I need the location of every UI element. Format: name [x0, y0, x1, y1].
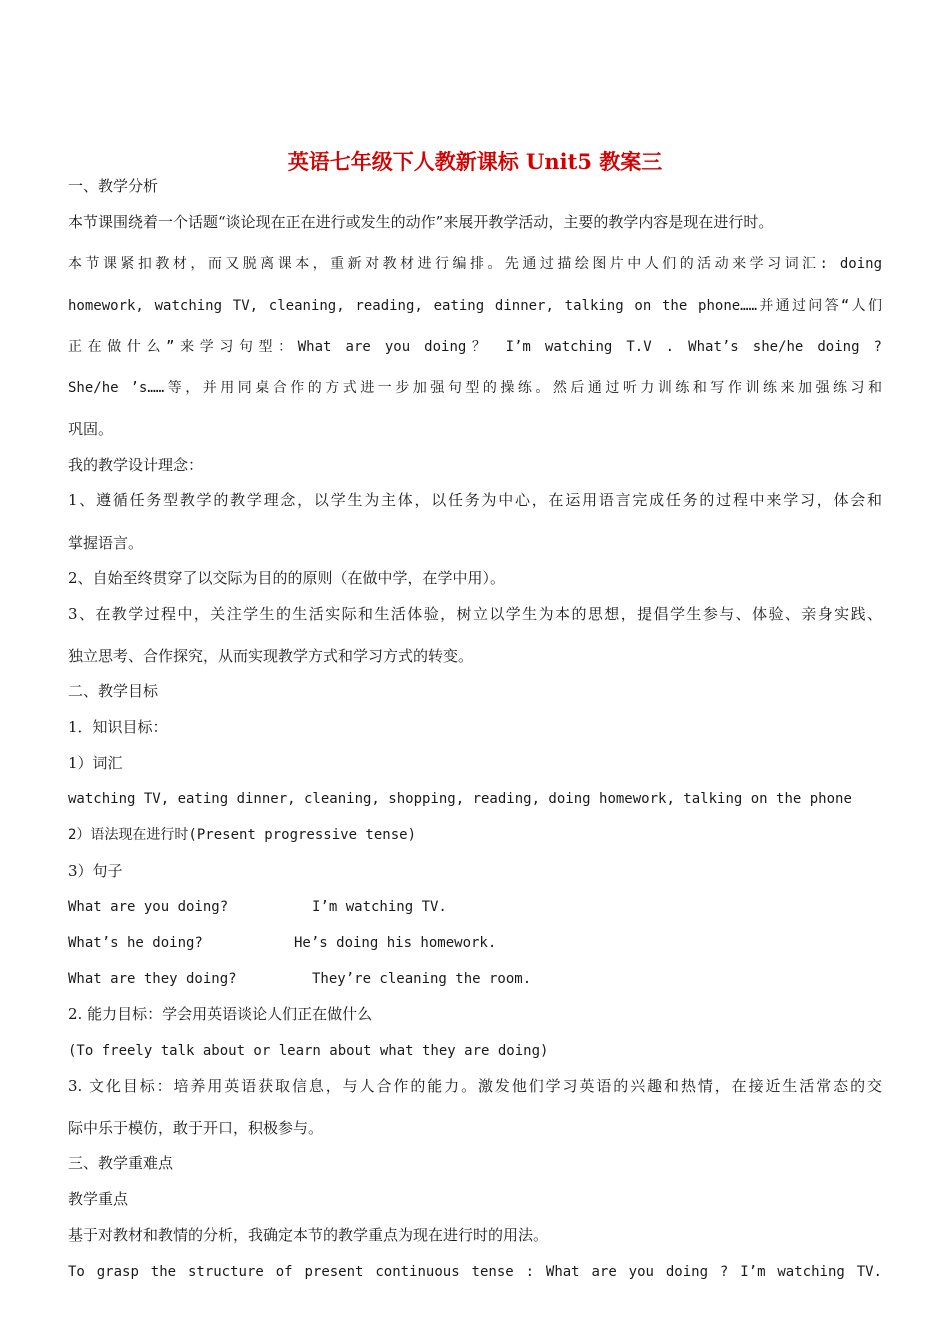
knowledge-heading: 1．知识目标：	[68, 718, 168, 736]
question-text: What are you doing?	[68, 899, 229, 915]
sentence-pair	[68, 897, 447, 917]
paragraph-topic: 本节课围绕着一个话题“谈论现在正在进行或发生的动作”来展开教学活动，主要的教学内容是现在进行时。	[68, 213, 774, 231]
paragraph-line: homework, watching TV, cleaning, reading, eating dinner, talking on the phone……并通过问答“人们	[68, 298, 882, 314]
paragraph-line: 本节课紧扣教材，而又脱离课本，重新对教材进行编排。先通过描绘图片中人们的活动来学习词汇: doing	[68, 256, 882, 272]
answer-text: He’s doing his homework.	[294, 935, 497, 951]
section-heading-objectives: 二、教学目标	[68, 682, 159, 700]
section-heading-key-points: 三、教学重难点	[68, 1154, 174, 1172]
question-text: What’s he doing?	[68, 935, 203, 951]
question-text: What are they doing?	[68, 971, 237, 987]
grammar-item: 2）语法现在进行时(Present progressive tense)	[68, 827, 417, 843]
concept-item-3: 3、在教学过程中，关注学生的生活实际和生活体验，树立以学生为本的思想，提倡学生参与、体验、亲身实践、	[68, 605, 882, 623]
ability-objective-en: (To freely talk about or learn about what they are doing)	[68, 1043, 549, 1059]
concept-item-1-cont: 掌握语言。	[68, 534, 144, 552]
concept-item-1: 1、遵循任务型教学的教学理念，以学生为主体，以任务为中心，在运用语言完成任务的过程中来学习，体会和	[68, 491, 882, 509]
concept-item-3-cont: 独立思考、合作探究，从而实现教学方式和学习方式的转变。	[68, 647, 474, 665]
ability-objective: 2. 能力目标：学会用英语谈论人们正在做什么	[68, 1005, 373, 1023]
vocabulary-list: watching TV, eating dinner, cleaning, shopping, reading, doing homework, talking on the phone	[68, 791, 852, 807]
sentence-pair	[68, 933, 496, 953]
answer-text: They’re cleaning the room.	[312, 971, 532, 987]
answer-text: I’m watching TV.	[312, 899, 447, 915]
paragraph-line: She/he ’s……等，并用同桌合作的方式进一步加强句型的操练。然后通过听力训练和写作训练来加强练习和	[68, 380, 882, 396]
paragraph-line: 正在做什么”来学习句型：What are you doing？ I’m watching T.V . What’s she/he doing ?	[68, 339, 882, 355]
document-title: 英语七年级下人教新课标 Unit5 教案三	[287, 149, 663, 174]
sentences-heading: 3）句子	[68, 862, 123, 880]
sentence-pair	[68, 969, 531, 989]
paragraph-line: 巩固。	[68, 420, 114, 438]
key-point-paragraph: 基于对教材和教情的分析，我确定本节的教学重点为现在进行时的用法。	[68, 1226, 549, 1244]
culture-objective-cont: 际中乐于模仿，敢于开口，积极参与。	[68, 1119, 324, 1137]
key-point-english: To grasp the structure of present continuous tense : What are you doing ? I’m watching TV.	[68, 1264, 882, 1280]
section-heading-analysis: 一、教学分析	[68, 177, 159, 195]
key-point-heading: 教学重点	[68, 1190, 129, 1208]
concept-heading: 我的教学设计理念：	[68, 456, 204, 474]
concept-item-2: 2、自始至终贯穿了以交际为目的的原则（在做中学，在学中用）。	[68, 569, 506, 587]
vocabulary-heading: 1）词汇	[68, 754, 123, 772]
culture-objective: 3. 文化目标：培养用英语获取信息，与人合作的能力。激发他们学习英语的兴趣和热情，在接近生活常态的交	[68, 1077, 882, 1095]
